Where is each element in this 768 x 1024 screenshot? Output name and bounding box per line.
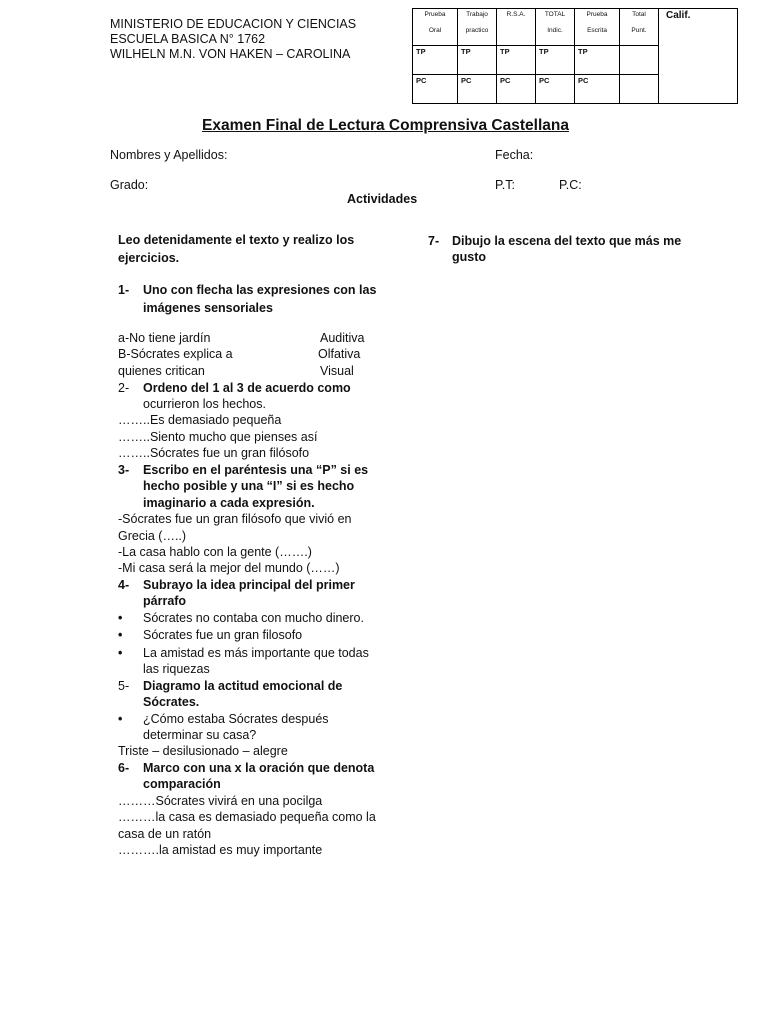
question-text: Escribo en el paréntesis una “P” si es — [143, 463, 369, 477]
pc-cell: PC — [536, 75, 575, 104]
question-text: Sócrates. — [143, 695, 200, 709]
option-text: Grecia (…..) — [118, 529, 187, 543]
grade-head-cell: Total Punt. — [620, 9, 659, 46]
grade-head-cell: Prueba Oral — [413, 9, 458, 46]
intro-line: ejercicios. — [118, 251, 180, 265]
question-text: Ordeno del 1 al 3 de acuerdo como — [143, 381, 351, 395]
option-text: ……..Es demasiado pequeña — [118, 413, 282, 427]
bullet-option: • Sócrates fue un gran filosofo — [143, 627, 302, 644]
tp-cell: TP — [575, 46, 620, 75]
bullet-option-cont: determinar su casa? — [143, 728, 257, 742]
empty-cell — [620, 46, 659, 75]
option-text: quienes critican — [118, 364, 205, 378]
school-line: ESCUELA BASICA N° 1762 — [110, 32, 266, 46]
pc-cell: PC — [413, 75, 458, 104]
question-number: 4- — [118, 578, 130, 592]
question-number: 3- — [118, 463, 130, 477]
question-text: párrafo — [143, 594, 187, 608]
question-text: hecho posible y una “I” si es hecho — [143, 479, 355, 493]
question-text: Marco con una x la oración que denota — [143, 761, 375, 775]
pc-cell: PC — [497, 75, 536, 104]
option-text: ……..Siento mucho que pienses así — [118, 430, 318, 444]
pt-field-label: P.T: — [495, 178, 515, 192]
date-field-label: Fecha: — [495, 148, 534, 162]
sense-option: Visual — [320, 364, 354, 378]
question-text: Uno con flecha las expresiones con las — [143, 283, 377, 297]
question-text: Subrayo la idea principal del primer — [143, 578, 355, 592]
bullet-option: • La amistad es más importante que todas — [143, 645, 369, 662]
intro-line: Leo detenidamente el texto y realizo los — [118, 233, 355, 247]
question-number: 1- — [118, 283, 130, 297]
pc-field-label: P.C: — [559, 178, 582, 192]
pc-cell: PC — [575, 75, 620, 104]
question-text: Diagramo la actitud emocional de — [143, 679, 343, 693]
grade-head-cell: TOTAL Indic. — [536, 9, 575, 46]
option-text: ……….la amistad es muy importante — [118, 843, 323, 857]
option-text: ………Sócrates vivirá en una pocilga — [118, 794, 323, 808]
sense-option: Olfativa — [318, 347, 361, 361]
option-text: -Sócrates fue un gran filósofo que vivió en — [118, 512, 352, 526]
question-number: 5- — [118, 679, 130, 693]
question-text: Dibujo la escena del texto que más me — [452, 234, 682, 248]
option-text: -La casa hablo con la gente (…….) — [118, 545, 312, 559]
question-number: 2- — [118, 381, 130, 395]
tp-cell: TP — [458, 46, 497, 75]
grade-field-label: Grado: — [110, 178, 149, 192]
option-text: Triste – desilusionado – alegre — [118, 744, 288, 758]
activities-heading: Actividades — [347, 192, 418, 206]
tp-cell: TP — [536, 46, 575, 75]
question-number: 6- — [118, 761, 130, 775]
option-text: -Mi casa será la mejor del mundo (……) — [118, 561, 340, 575]
bullet-option: • Sócrates no contaba con mucho dinero. — [143, 610, 364, 627]
option-text: a-No tiene jardín — [118, 331, 211, 345]
bullet-option: • ¿Cómo estaba Sócrates después — [143, 711, 329, 728]
school-location-line: WILHELN M.N. VON HAKEN – CAROLINA — [110, 47, 351, 61]
question-text: gusto — [452, 250, 487, 264]
question-text: imaginario a cada expresión. — [143, 496, 315, 510]
exam-title: Examen Final de Lectura Comprensiva Castellana — [202, 117, 569, 134]
sense-option: Auditiva — [320, 331, 365, 345]
option-text: ………la casa es demasiado pequeña como la — [118, 810, 376, 824]
pc-cell: PC — [458, 75, 497, 104]
question-text: ocurrieron los hechos. — [143, 397, 266, 411]
option-text: B-Sócrates explica a — [118, 347, 233, 361]
grade-head-cell: Trabajo practico — [458, 9, 497, 46]
question-text: imágenes sensoriales — [143, 301, 273, 315]
option-text: ……..Sócrates fue un gran filósofo — [118, 446, 310, 460]
empty-cell — [620, 75, 659, 104]
calif-cell: Calif. — [659, 9, 738, 104]
grade-table — [412, 8, 738, 104]
question-number: 7- — [428, 234, 440, 248]
grade-head-cell: R.S.A. — [497, 9, 536, 46]
ministry-line: MINISTERIO DE EDUCACION Y CIENCIAS — [110, 17, 357, 31]
bullet-option-cont: las riquezas — [143, 662, 210, 676]
option-text: casa de un ratón — [118, 827, 212, 841]
question-text: comparación — [143, 777, 221, 791]
names-field-label: Nombres y Apellidos: — [110, 148, 228, 162]
tp-cell: TP — [413, 46, 458, 75]
tp-cell: TP — [497, 46, 536, 75]
grade-head-cell: Prueba Escrita — [575, 9, 620, 46]
